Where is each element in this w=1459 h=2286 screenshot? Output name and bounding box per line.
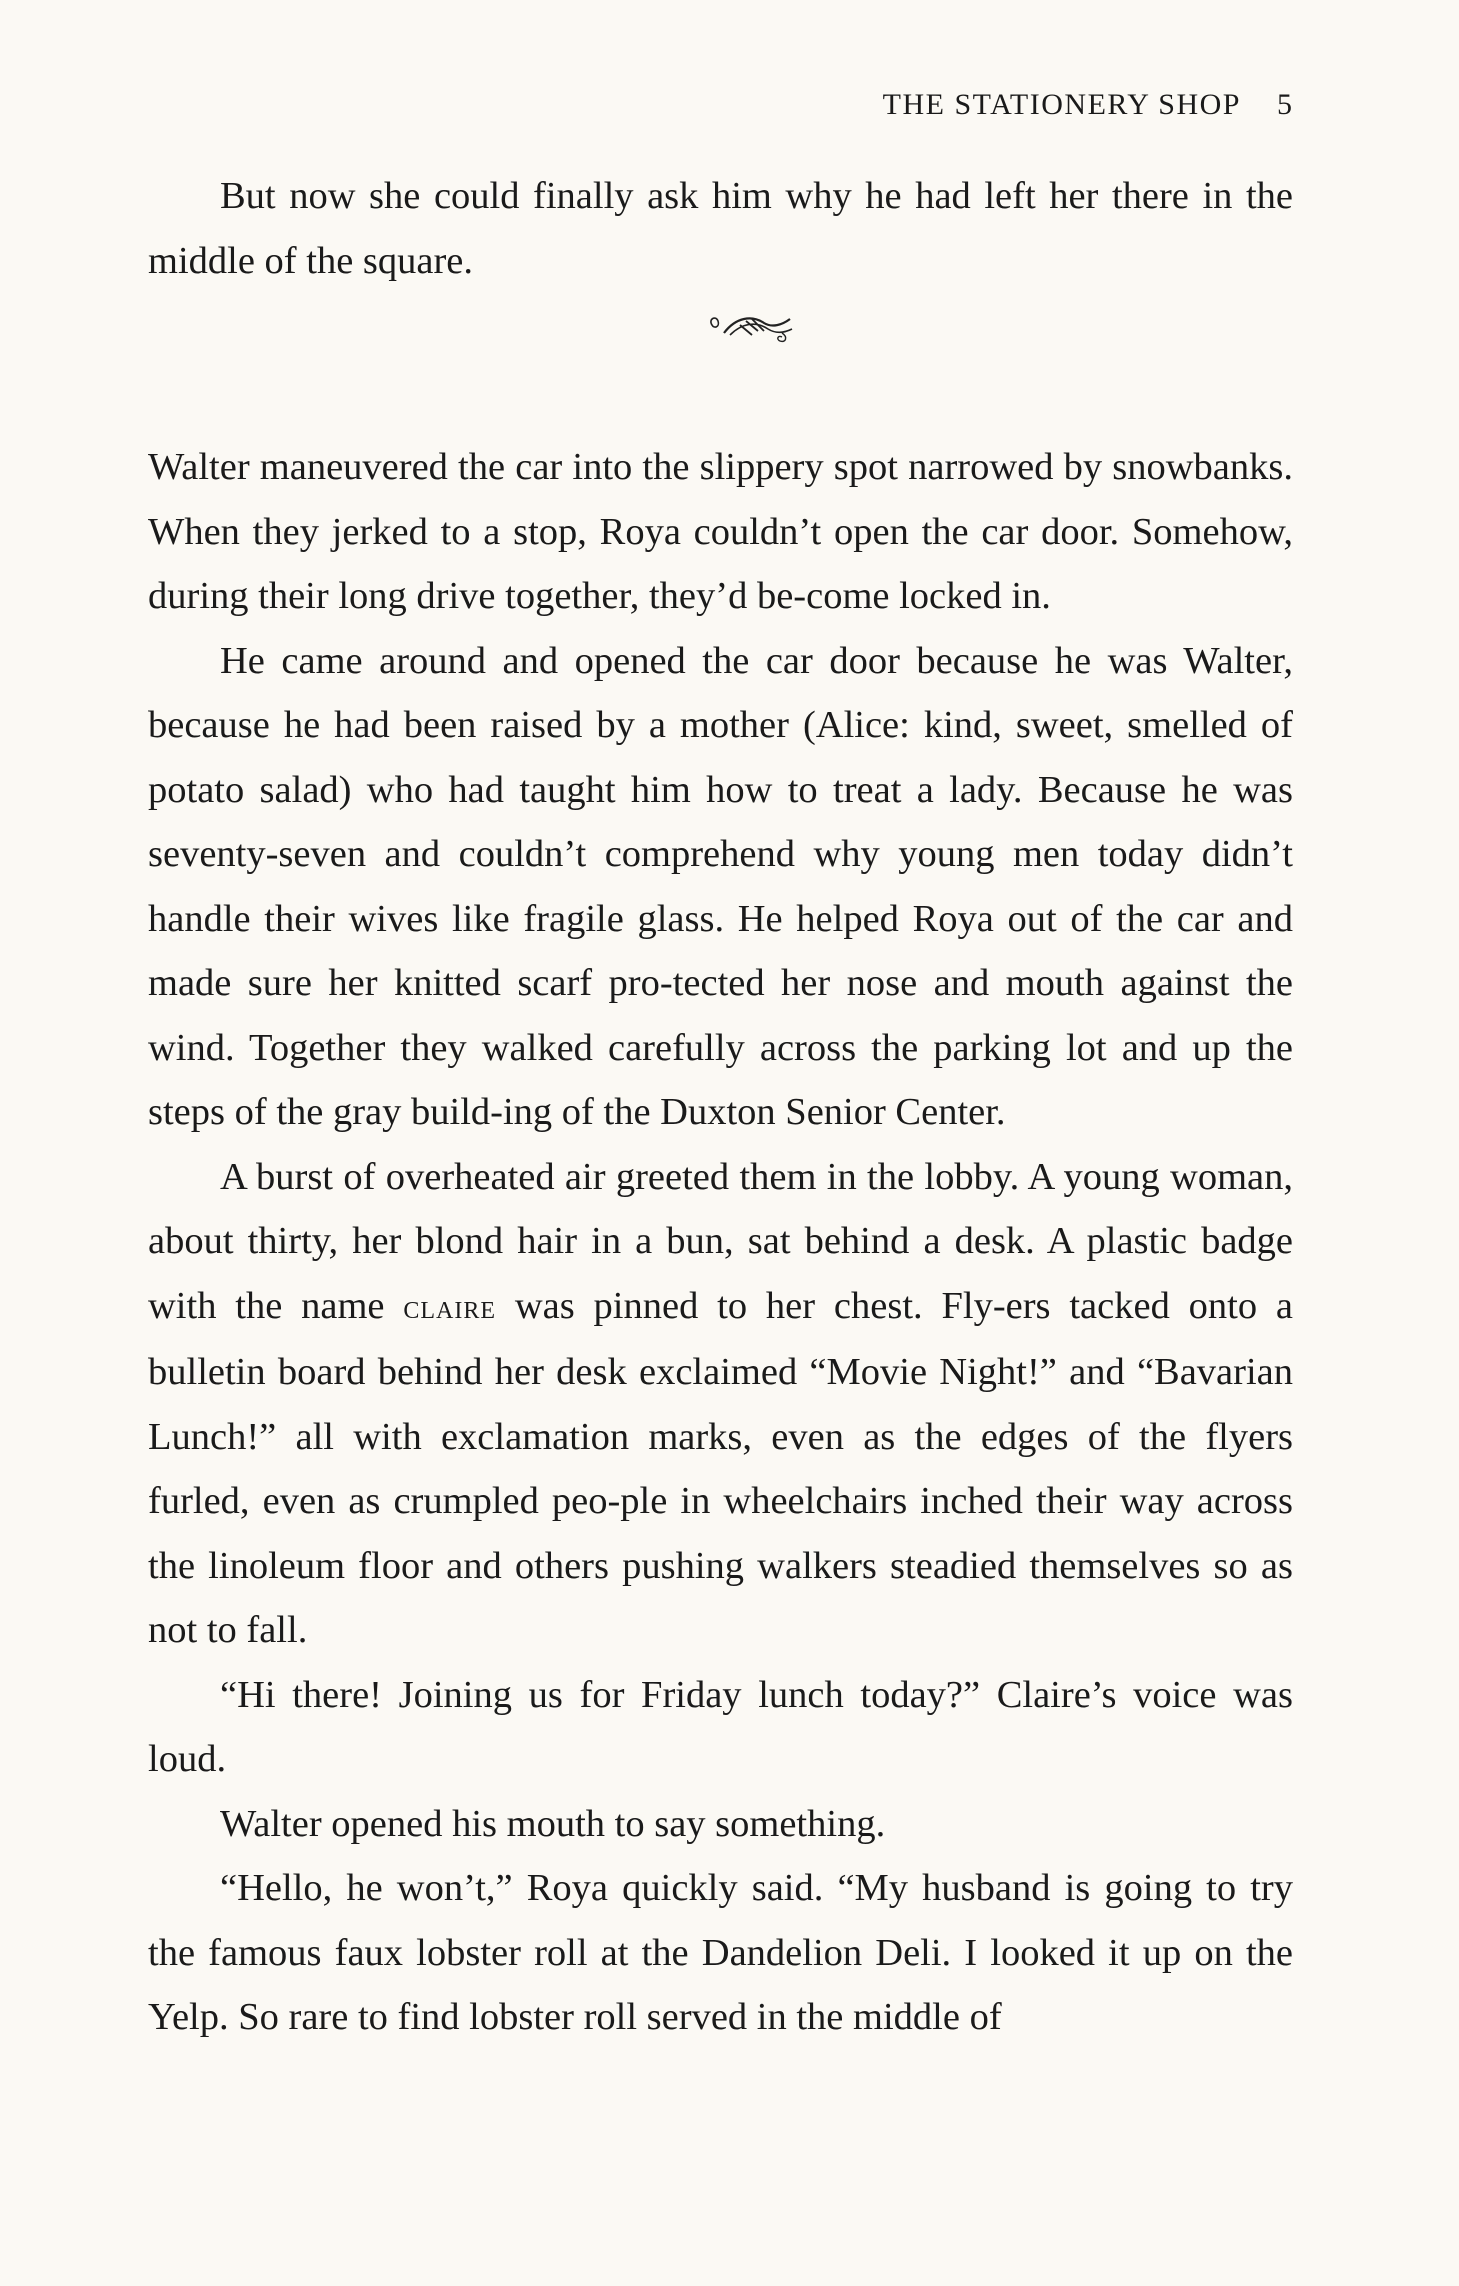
section-break [148, 293, 1293, 435]
paragraph-3: He came around and opened the car door because he was Walter, because he had been raised by a mother (Alice: kind, sweet, smelled of potato salad) who had taught him how to treat a lady. Because he was seventy-seven and couldn’t comprehend why young men today didn’t handle their wives like fragile glass. He helped Roya out of the car and made sure her knitted scarf pro-tected her nose and mouth against the wind. Together they walked carefully across the parking lot and up the steps of the gray build-ing of the Duxton Senior Center. [148, 639, 1293, 1133]
paragraph-7: “Hello, he won’t,” Roya quickly said. “My husband is going to try the famous faux lobster roll at the Dandelion Deli. I looked it up on the Yelp. So rare to find lobster roll served in the middle of [148, 1867, 1293, 2038]
paragraph-4-text-end: was pinned to her chest. Fly-ers tacked onto a bulletin board behind her desk exclaimed “Movie Night!” and “Bavarian Lunch!” all with exclamation marks, even as the edges of the flyers furled, even as crumpled peo-ple in wheelchairs inched their way across the linoleum floor and others pushing walkers steadied themselves so as not to fall. [148, 1284, 1294, 1651]
running-head [148, 88, 1293, 122]
page-number: 5 [1277, 88, 1293, 121]
body-text [148, 164, 1293, 2050]
paragraph-5: “Hi there! Joining us for Friday lunch today?” Claire’s voice was loud. [148, 1673, 1293, 1780]
flourish-ornament-icon [706, 309, 796, 349]
paragraph-6: Walter opened his mouth to say something. [220, 1802, 886, 1845]
paragraph-4 [148, 1145, 1293, 1663]
running-head-title: THE STATIONERY SHOP [882, 88, 1241, 121]
paragraph-2: Walter maneuvered the car into the slippery spot narrowed by snowbanks. When they jerked to a stop, Roya couldn’t open the car door. Somehow, during their long drive together, they’d be-come locked in. [148, 446, 1293, 617]
paragraph-4-text-start: A burst of overheated air greeted them in the lobby. A young woman, about thirty, her blond hair in a bun, sat behind a desk. A plastic badge with the name [148, 1155, 1293, 1327]
paragraph-1: But now she could finally ask him why he had left her there in the middle of the square. [148, 175, 1293, 282]
name-badge-text: claire [403, 1288, 497, 1326]
